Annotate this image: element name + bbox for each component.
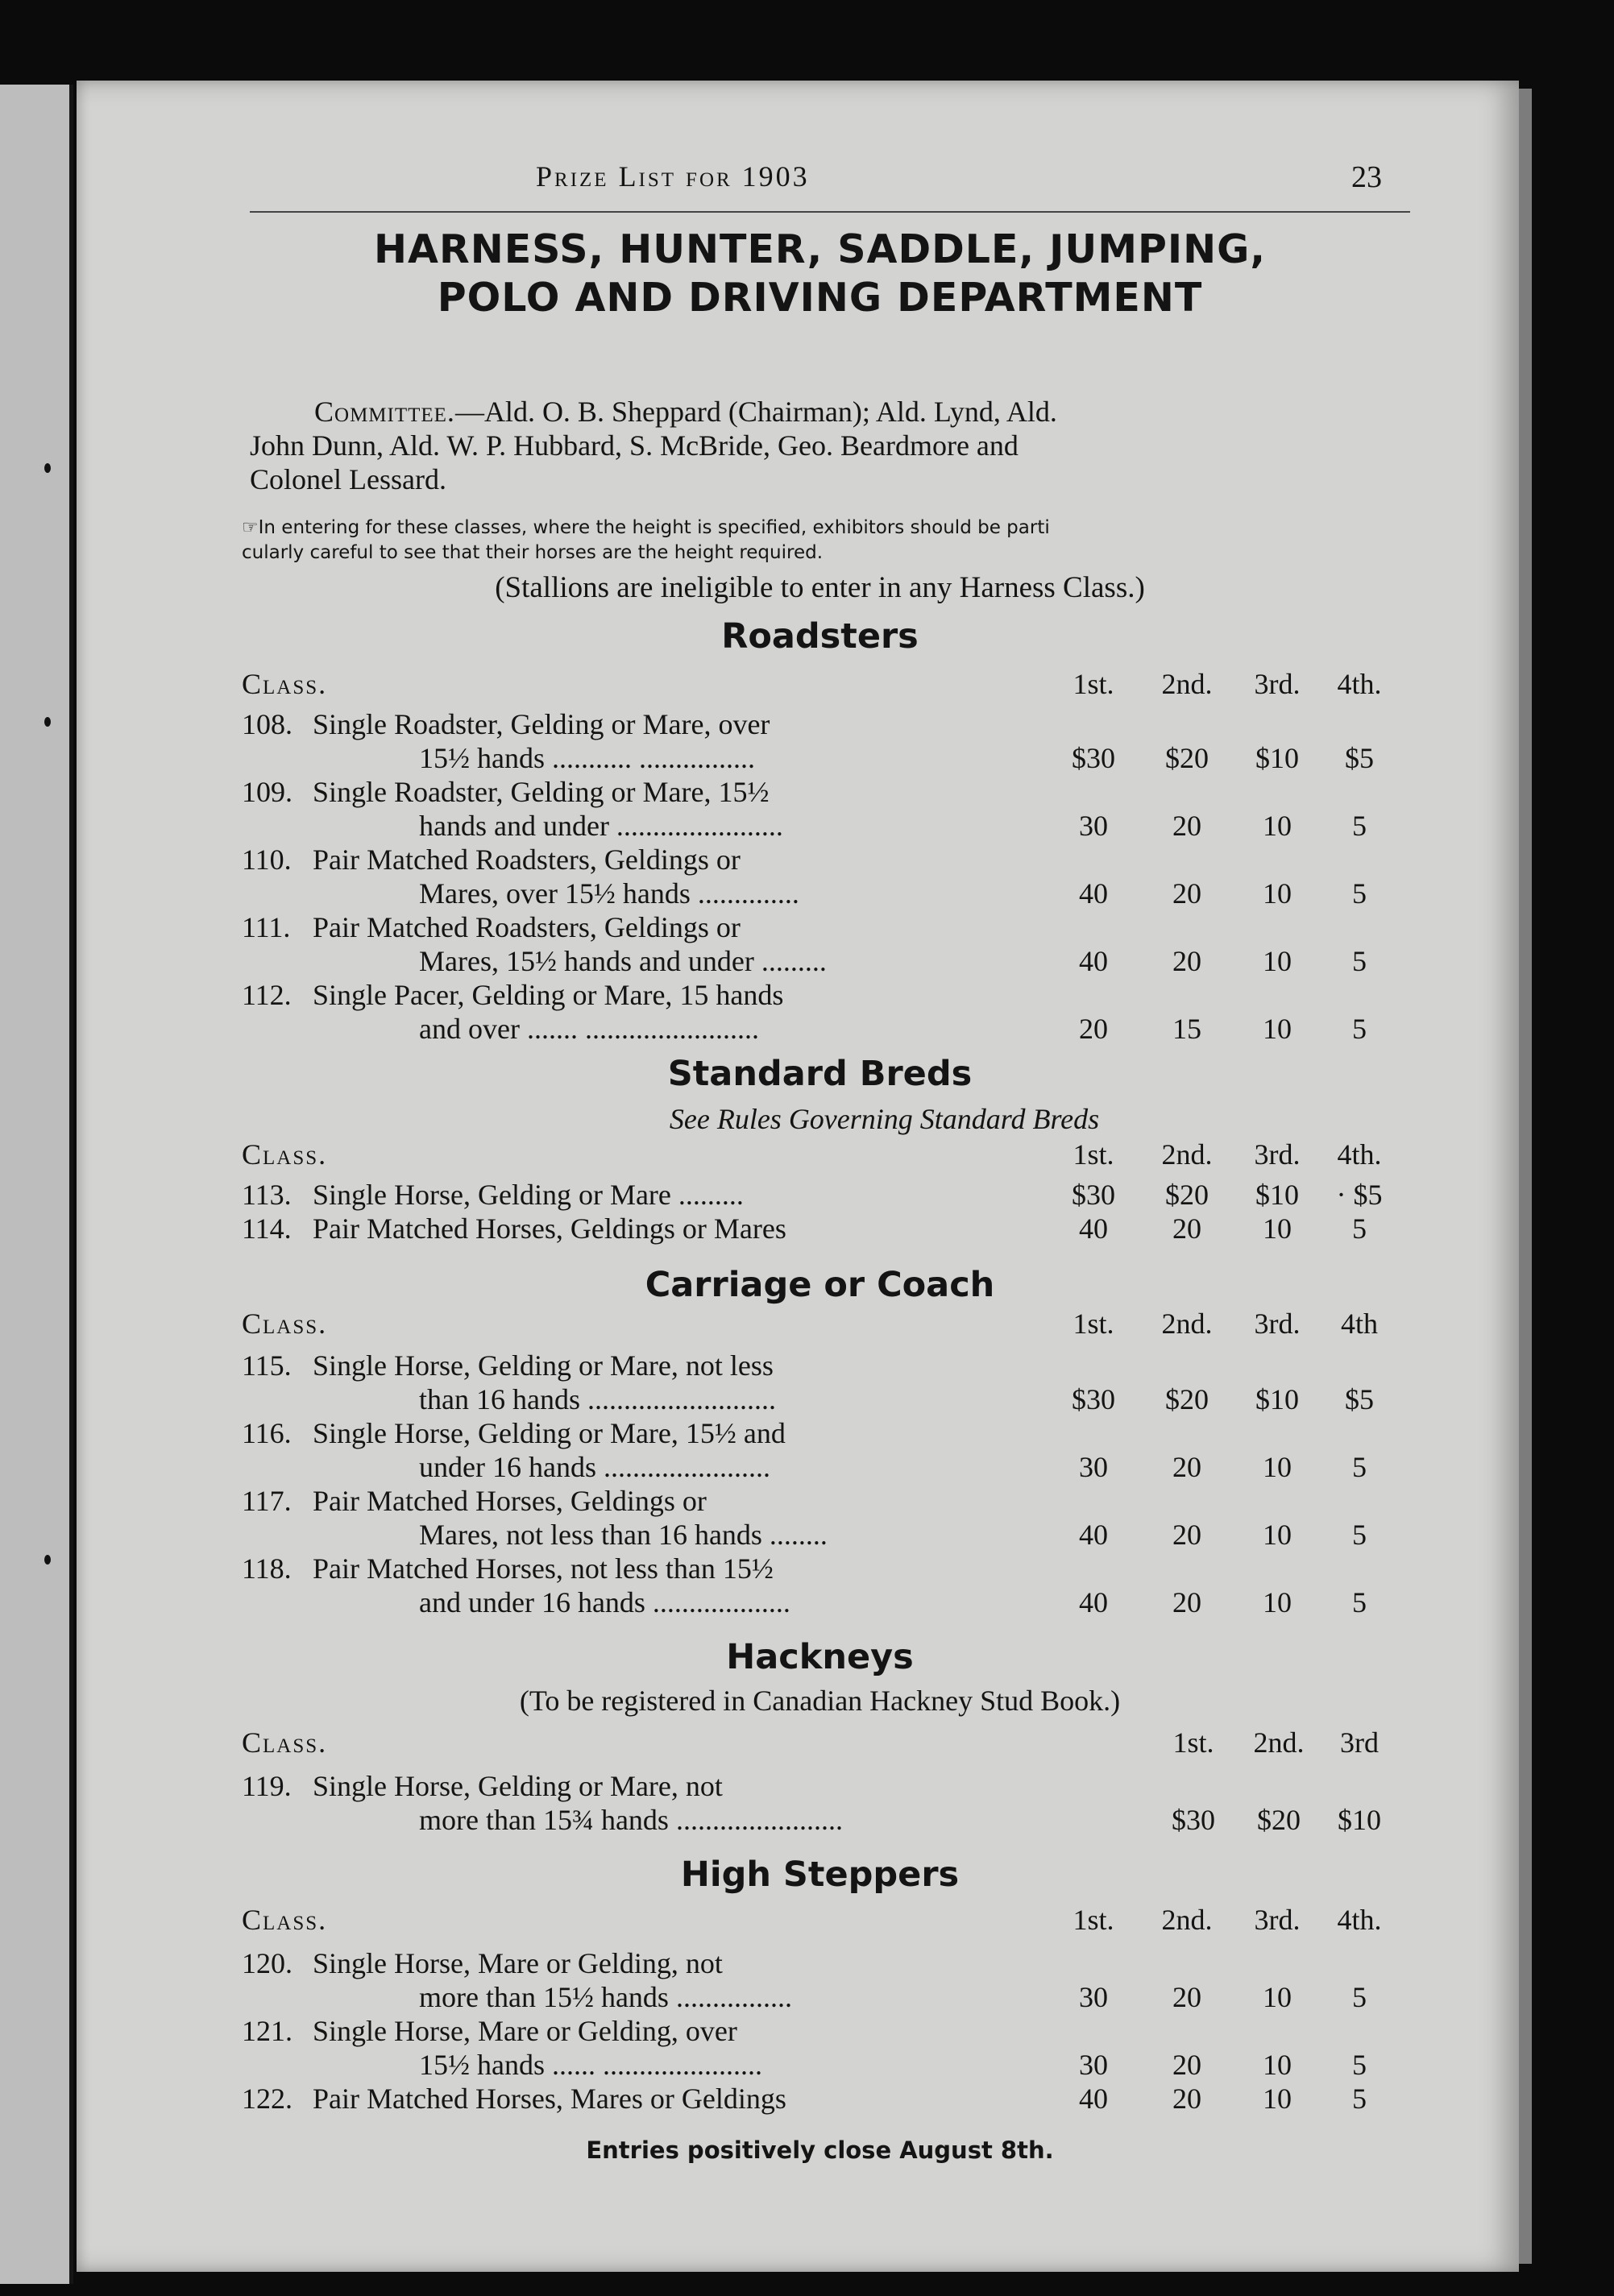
- prize-3rd: 10: [1263, 1981, 1292, 2013]
- prize-3rd: 10: [1263, 1212, 1292, 1245]
- prize-1st: 40: [1079, 2083, 1108, 2115]
- facing-page-edge: [0, 85, 73, 2284]
- class-number: 120.: [242, 1947, 293, 1979]
- class-row-118-cont: [242, 1585, 1402, 1623]
- prize-list-page: [77, 81, 1519, 2272]
- prize-header-3rd: 3rd.: [1254, 1904, 1301, 1936]
- prize-2nd: $20: [1257, 1804, 1301, 1836]
- class-description: Single Horse, Mare or Gelding, over: [313, 2015, 737, 2047]
- class-header: Class.: [242, 668, 328, 700]
- class-description-cont: 15½ hands ........... ................: [419, 742, 755, 774]
- class-description: Pair Matched Horses, Geldings or: [313, 1485, 707, 1517]
- prize-header-1st: 1st.: [1073, 1138, 1114, 1171]
- class-row-111: [242, 910, 1402, 947]
- prize-4th: 5: [1352, 810, 1367, 842]
- header-rule: [250, 211, 1410, 213]
- prize-2nd: 20: [1172, 1451, 1201, 1483]
- entries-close-note: Entries positively close August 8th.: [586, 2136, 1054, 2164]
- committee-label: Committee.: [314, 396, 455, 428]
- class-description-cont: and over ....... ........................: [419, 1013, 759, 1045]
- prize-1st: 40: [1079, 1212, 1108, 1245]
- class-row-113: [242, 1178, 1402, 1215]
- class-row-120-cont: [242, 1980, 1402, 2017]
- class-number: 118.: [242, 1552, 292, 1585]
- prize-2nd: 20: [1172, 1519, 1201, 1551]
- prize-4th: 5: [1352, 1013, 1367, 1045]
- prize-4th: 5: [1352, 877, 1367, 910]
- running-title: Prize List for 1903: [536, 160, 810, 193]
- prize-2nd: 20: [1172, 2049, 1201, 2081]
- class-number: 110.: [242, 843, 292, 876]
- prize-4th: $5: [1345, 1383, 1374, 1415]
- class-row-119-cont: [242, 1803, 1402, 1840]
- class-description-cont: than 16 hands ..........................: [419, 1383, 776, 1415]
- ink-mark: [44, 1555, 51, 1565]
- class-row-108-cont: [242, 741, 1402, 778]
- class-description-cont: 15½ hands ...... ......................: [419, 2049, 762, 2081]
- notice-line-2: cularly careful to see that their horses are the height required.: [242, 542, 824, 563]
- prize-3rd: 10: [1263, 1519, 1292, 1551]
- class-row-110: [242, 843, 1402, 880]
- prize-1st: 40: [1079, 1586, 1108, 1618]
- prize-1st: 30: [1079, 2049, 1108, 2081]
- notice-line-1: ☞In entering for these classes, where the height is specified, exhibitors should be parti: [242, 517, 1050, 538]
- prize-2nd: 20: [1172, 1586, 1201, 1618]
- page-number: 23: [1351, 160, 1382, 194]
- committee-line-2: John Dunn, Ald. W. P. Hubbard, S. McBride, Geo. Beardmore and: [250, 429, 1019, 462]
- prize-2nd: $20: [1165, 1383, 1209, 1415]
- class-description-cont: more than 15¾ hands .......................: [419, 1804, 843, 1836]
- prize-4th: 5: [1352, 1981, 1367, 2013]
- column-header-row: [242, 1726, 1402, 1763]
- class-row-120: [242, 1946, 1402, 1983]
- section-title-roadsters: Roadsters: [721, 616, 919, 657]
- class-row-117: [242, 1484, 1402, 1521]
- committee-paragraph: [250, 395, 1410, 496]
- class-row-109-cont: [242, 809, 1402, 846]
- class-row-109: [242, 775, 1402, 812]
- class-row-111-cont: [242, 944, 1402, 981]
- prize-4th: · $5: [1336, 1179, 1383, 1211]
- class-description: Single Roadster, Gelding or Mare, over: [313, 708, 770, 740]
- class-number: 111.: [242, 911, 291, 943]
- class-description: Pair Matched Horses, Geldings or Mares: [313, 1212, 786, 1245]
- prize-1st: 40: [1079, 1519, 1108, 1551]
- prize-header-4th: 4th.: [1337, 668, 1382, 700]
- prize-4th: 5: [1352, 2083, 1367, 2115]
- ink-mark: [44, 463, 51, 473]
- class-description: Single Horse, Gelding or Mare, not less: [313, 1349, 774, 1382]
- hackneys-note: (To be registered in Canadian Hackney Stud Book.): [519, 1685, 1121, 1717]
- class-description-cont: Mares, over 15½ hands ..............: [419, 877, 799, 910]
- class-row-115-cont: [242, 1382, 1402, 1419]
- standard-breds-note: See Rules Governing Standard Breds: [669, 1103, 1100, 1135]
- prize-4th: 5: [1352, 1519, 1367, 1551]
- prize-2nd: 20: [1172, 1981, 1201, 2013]
- class-description: Single Horse, Mare or Gelding, not: [313, 1947, 723, 1979]
- department-title-line-2: POLO AND DRIVING DEPARTMENT: [437, 275, 1203, 321]
- column-header-row: [242, 1138, 1402, 1175]
- class-number: 115.: [242, 1349, 292, 1382]
- column-header-row: [242, 1903, 1402, 1940]
- class-row-114: [242, 1212, 1402, 1249]
- class-description-cont: under 16 hands .......................: [419, 1451, 770, 1483]
- prize-2nd: 20: [1172, 2083, 1201, 2115]
- prize-4th: 5: [1352, 1586, 1367, 1618]
- prize-1st: 30: [1079, 810, 1108, 842]
- class-description: Single Horse, Gelding or Mare, 15½ and: [313, 1417, 786, 1449]
- prize-1st: $30: [1072, 1179, 1115, 1211]
- class-number: 119.: [242, 1770, 292, 1802]
- class-description: Pair Matched Roadsters, Geldings or: [313, 843, 741, 876]
- prize-2nd: 15: [1172, 1013, 1201, 1045]
- class-header: Class.: [242, 1138, 328, 1171]
- class-number: 113.: [242, 1179, 292, 1211]
- class-description: Pair Matched Horses, not less than 15½: [313, 1552, 774, 1585]
- class-row-108: [242, 707, 1402, 744]
- prize-4th: 5: [1352, 1451, 1367, 1483]
- stallions-note: (Stallions are ineligible to enter in any Harness Class.): [495, 571, 1145, 604]
- class-row-117-cont: [242, 1518, 1402, 1555]
- page-edge-shadow: [1519, 89, 1532, 2264]
- prize-2nd: 20: [1172, 1212, 1201, 1245]
- class-row-115: [242, 1349, 1402, 1386]
- prize-3rd: 10: [1263, 877, 1292, 910]
- prize-1st: 40: [1079, 877, 1108, 910]
- prize-3rd: 10: [1263, 2049, 1292, 2081]
- class-number: 112.: [242, 979, 292, 1011]
- prize-3rd: $10: [1255, 742, 1299, 774]
- prize-1st: 20: [1079, 1013, 1108, 1045]
- department-title: [242, 226, 1398, 322]
- committee-line-3: Colonel Lessard.: [250, 463, 446, 495]
- prize-header-1st: 1st.: [1073, 1904, 1114, 1936]
- prize-3rd: 10: [1263, 1451, 1292, 1483]
- prize-header-2nd: 2nd.: [1161, 1138, 1213, 1171]
- class-row-121-cont: [242, 2048, 1402, 2085]
- prize-header-2nd: 2nd.: [1253, 1726, 1305, 1759]
- prize-1st: 40: [1079, 945, 1108, 977]
- class-number: 122.: [242, 2083, 293, 2115]
- prize-header-4th: 4th.: [1337, 1904, 1382, 1936]
- prize-header-4th: 4th: [1340, 1308, 1378, 1340]
- prize-4th: 5: [1352, 945, 1367, 977]
- prize-4th: 5: [1352, 1212, 1367, 1245]
- class-number: 114.: [242, 1212, 292, 1245]
- prize-header-1st: 1st.: [1073, 1308, 1114, 1340]
- prize-3rd: $10: [1338, 1804, 1381, 1836]
- section-title-hackneys: Hackneys: [726, 1637, 914, 1677]
- class-row-112-cont: [242, 1012, 1402, 1049]
- prize-3rd: 10: [1263, 1586, 1292, 1618]
- running-head: [242, 160, 1398, 208]
- class-description: Pair Matched Roadsters, Geldings or: [313, 911, 741, 943]
- class-description-cont: Mares, 15½ hands and under .........: [419, 945, 827, 977]
- prize-3rd: $10: [1255, 1179, 1299, 1211]
- class-description: Pair Matched Horses, Mares or Geldings: [313, 2083, 786, 2115]
- class-description: Single Horse, Gelding or Mare .........: [313, 1179, 744, 1211]
- prize-3rd: $10: [1255, 1383, 1299, 1415]
- prize-header-2nd: 2nd.: [1161, 1308, 1213, 1340]
- section-title-standard-breds: Standard Breds: [667, 1054, 973, 1094]
- class-number: 121.: [242, 2015, 293, 2047]
- prize-1st: $30: [1072, 742, 1115, 774]
- prize-3rd: 10: [1263, 1013, 1292, 1045]
- prize-1st: 30: [1079, 1451, 1108, 1483]
- class-row-122: [242, 2082, 1402, 2119]
- prize-header-3rd: 3rd.: [1254, 1308, 1301, 1340]
- column-header-row: [242, 667, 1402, 704]
- committee-line-1: —Ald. O. B. Sheppard (Chairman); Ald. Lynd, Ald.: [454, 396, 1057, 428]
- class-description-cont: more than 15½ hands ................: [419, 1981, 792, 2013]
- class-row-119: [242, 1769, 1402, 1806]
- prize-1st: 30: [1079, 1981, 1108, 2013]
- prize-3rd: 10: [1263, 945, 1292, 977]
- section-title-high-steppers: High Steppers: [680, 1855, 960, 1895]
- prize-1st: $30: [1072, 1383, 1115, 1415]
- class-row-110-cont: [242, 877, 1402, 914]
- class-number: 116.: [242, 1417, 292, 1449]
- class-description-cont: and under 16 hands ...................: [419, 1586, 790, 1618]
- prize-header-4th: 4th.: [1337, 1138, 1382, 1171]
- prize-4th: $5: [1345, 742, 1374, 774]
- ink-mark: [44, 717, 51, 727]
- class-header: Class.: [242, 1904, 328, 1936]
- prize-header-1st: 1st.: [1172, 1726, 1214, 1759]
- class-description-cont: hands and under .......................: [419, 810, 783, 842]
- class-description-cont: Mares, not less than 16 hands ........: [419, 1519, 828, 1551]
- prize-header-3rd: 3rd.: [1254, 668, 1301, 700]
- prize-2nd: 20: [1172, 945, 1201, 977]
- prize-header-2nd: 2nd.: [1161, 668, 1213, 700]
- class-row-121: [242, 2014, 1402, 2051]
- department-title-line-1: HARNESS, HUNTER, SADDLE, JUMPING,: [374, 226, 1266, 272]
- prize-4th: 5: [1352, 2049, 1367, 2081]
- prize-3rd: 10: [1263, 810, 1292, 842]
- prize-1st: $30: [1172, 1804, 1215, 1836]
- class-row-116: [242, 1416, 1402, 1453]
- class-row-118: [242, 1552, 1402, 1589]
- class-number: 117.: [242, 1485, 292, 1517]
- prize-3rd: 10: [1263, 2083, 1292, 2115]
- prize-header-2nd: 2nd.: [1161, 1904, 1213, 1936]
- class-number: 108.: [242, 708, 293, 740]
- height-notice: [242, 516, 1402, 566]
- class-row-116-cont: [242, 1450, 1402, 1487]
- class-header: Class.: [242, 1308, 328, 1340]
- prize-2nd: $20: [1165, 1179, 1209, 1211]
- prize-2nd: 20: [1172, 877, 1201, 910]
- class-description: Single Pacer, Gelding or Mare, 15 hands: [313, 979, 784, 1011]
- column-header-row: [242, 1307, 1402, 1344]
- section-title-carriage: Carriage or Coach: [645, 1265, 995, 1305]
- prize-2nd: $20: [1165, 742, 1209, 774]
- prize-header-3rd: 3rd.: [1254, 1138, 1301, 1171]
- prize-header-1st: 1st.: [1073, 668, 1114, 700]
- class-row-112: [242, 978, 1402, 1015]
- prize-header-3rd: 3rd: [1340, 1726, 1379, 1759]
- class-number: 109.: [242, 776, 293, 808]
- prize-2nd: 20: [1172, 810, 1201, 842]
- class-description: Single Horse, Gelding or Mare, not: [313, 1770, 723, 1802]
- class-header: Class.: [242, 1726, 328, 1759]
- class-description: Single Roadster, Gelding or Mare, 15½: [313, 776, 770, 808]
